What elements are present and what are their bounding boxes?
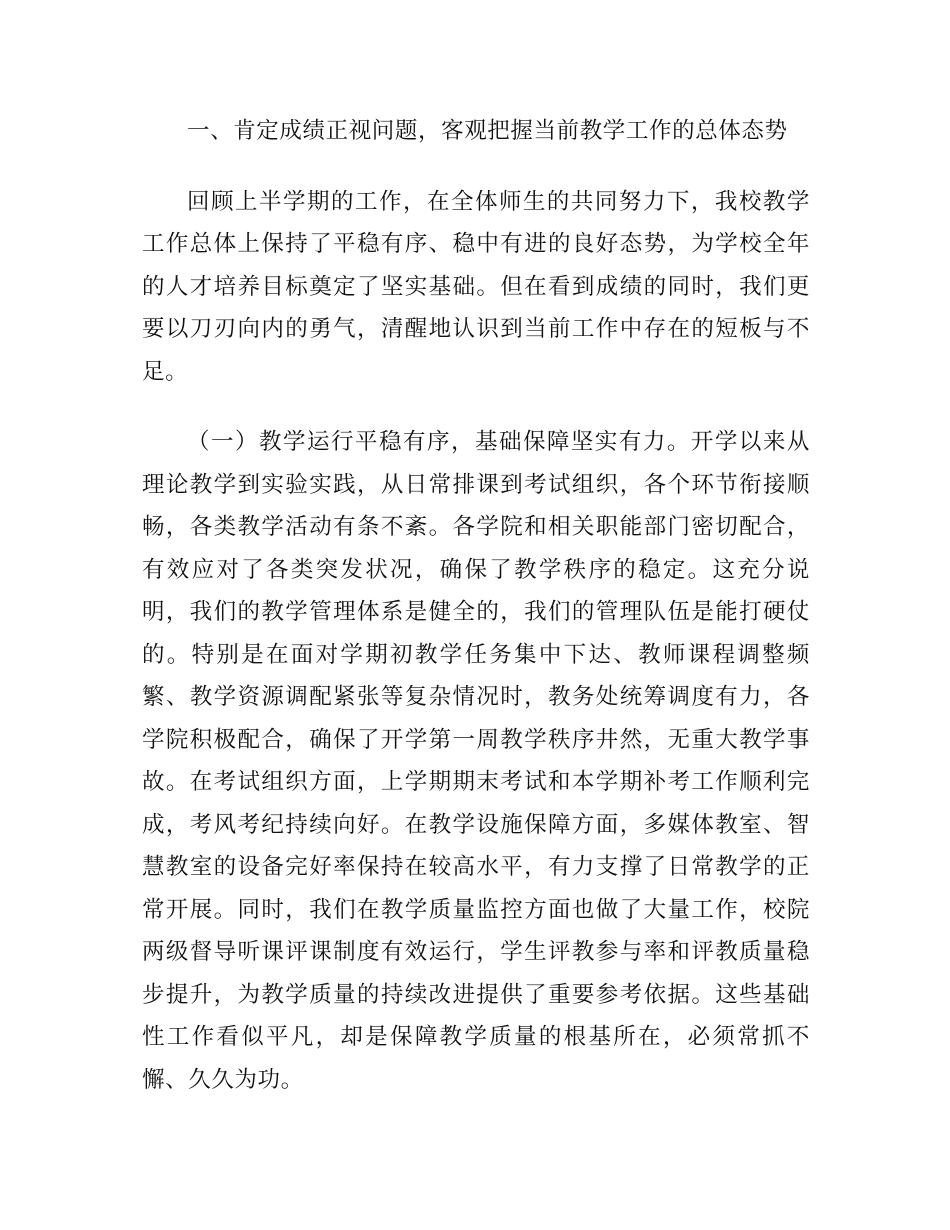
section-heading: 一、肯定成绩正视问题，客观把握当前教学工作的总体态势 — [187, 118, 788, 144]
paragraph-review: 回顾上半学期的工作，在全体师生的共同努力下，我校教学工作总体上保持了平稳有序、稳中有进的良好态势，为学校全年的人才培养目标奠定了坚实基础。但在看到成绩的同时，我们更要以刀刃向内的勇气，清醒地认识到当前工作中存在的短板与不足。 — [142, 188, 810, 385]
paragraph-teaching-operation: （一）教学运行平稳有序，基础保障坚实有力。开学以来从理论教学到实验实践，从日常排课到考试组织，各个环节衔接顺畅，各类教学活动有条不紊。各学院和相关职能部门密切配合，有效应对了各类突发状况，确保了教学秩序的稳定。这充分说明，我们的教学管理体系是健全的，我们的管理队伍是能打硬仗的。特别是在面对学期初教学任务集中下达、教师课程调整频繁、教学资源调配紧张等复杂情况时，教务处统筹调度有力，各学院积极配合，确保了开学第一周教学秩序井然，无重大教学事故。在考试组织方面，上学期期末考试和本学期补考工作顺利完成，考风考纪持续向好。在教学设施保障方面，多媒体教室、智慧教室的设备完好率保持在较高水平，有力支撑了日常教学的正常开展。同时，我们在教学质量监控方面也做了大量工作，校院两级督导听课评课制度有效运行，学生评教参与率和评教质量稳步提升，为教学质量的持续改进提供了重要参考依据。这些基础性工作看似平凡，却是保障教学质量的根基所在，必须常抓不懈、久久为功。 — [142, 429, 810, 1093]
document-page — [142, 110, 810, 1129]
